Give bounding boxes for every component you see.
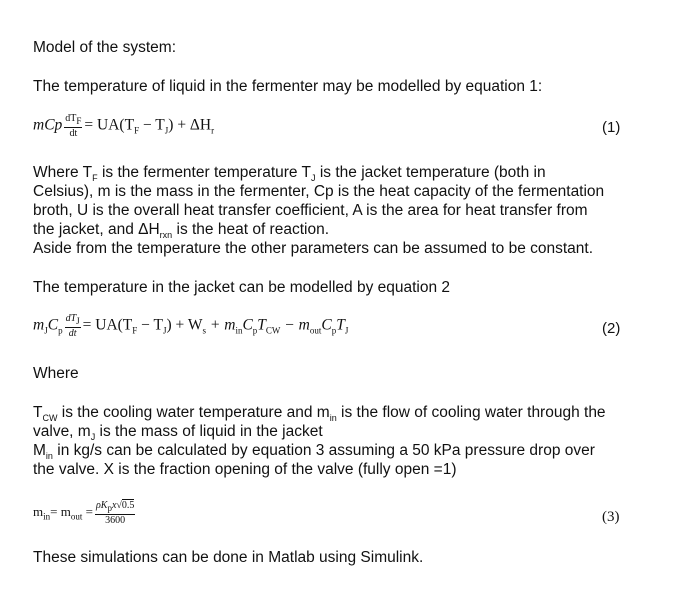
eq1-fraction: $\frac{dT_F}{dt}$: [65, 113, 82, 139]
intro-eq2: The temperature in the jacket can be modelled by equation 2: [33, 279, 451, 296]
equation-2: $m_JC_p$ $\frac{dT_J}{dt}$ = $UA(T_F - T_J) + W_s + m_{in}C_pT_{CW} - m_{out}C_pT_J$: [33, 313, 349, 339]
heading: Model of the system:: [33, 39, 177, 56]
intro-eq1: The temperature of liquid in the fermenter may be modelled by equation 1:: [33, 78, 543, 95]
where-label: Where: [33, 365, 79, 382]
eq1-lhs: mCp: [33, 116, 63, 134]
equation-1-number: (1): [602, 119, 621, 136]
equation-1: mCp $\frac{dT_F}{dt}$ = $UA(T_F - T_J) + \Delta H_r$: [33, 113, 215, 139]
equation-3: $m_{in}= m_{out}$ = $\frac{\rho K_px√0.5}{3600}$: [33, 500, 135, 526]
closing-text: These simulations can be done in Matlab using Simulink.: [33, 549, 424, 566]
equation-2-number: (2): [602, 320, 621, 337]
equation-3-number: (3): [602, 509, 620, 525]
